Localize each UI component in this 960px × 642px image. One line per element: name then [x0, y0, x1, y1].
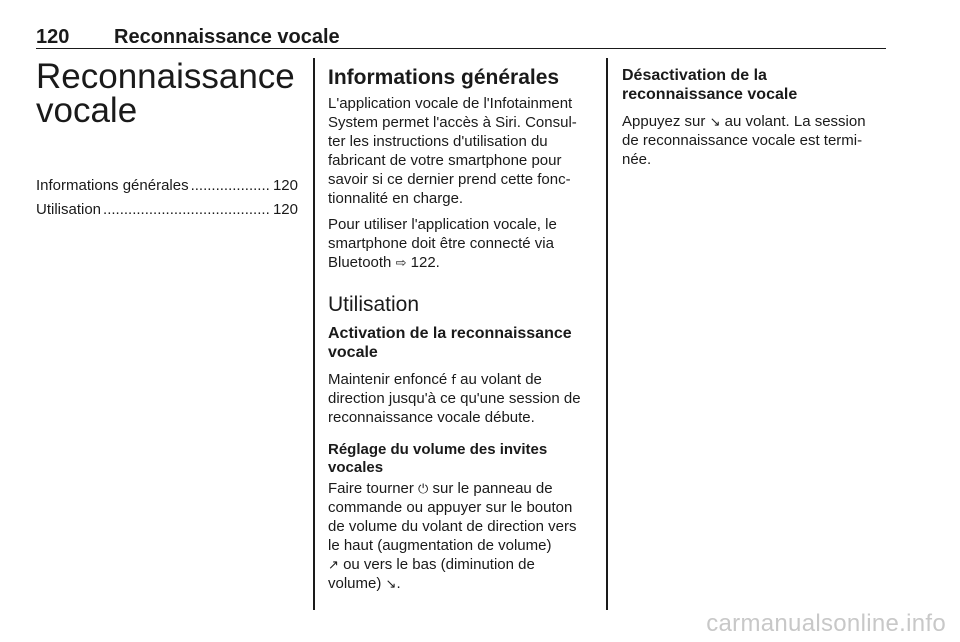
activation-paragraph: Maintenir enfoncé 𝖿 au volant de direction jusqu'à ce qu'une session de reconnaissance vocale débute. [328, 371, 581, 426]
deactivation-heading: Désactivation de la reconnaissance vocale [622, 67, 798, 103]
page-number: 120 [36, 26, 70, 48]
volume-heading: Réglage du volume des invites vocales [328, 441, 548, 476]
content-column-3 [622, 66, 884, 176]
arrow-reference-icon: ⇨ [395, 255, 407, 270]
general-paragraph-1: L'application vocale de l'Infotainment System permet l'accès à Siri. Consul- ter les instructions d'utilisation du fabricant de votre smartphone pour savoir si ce dernier prend cette fonc- tionnalité en charge. [328, 95, 577, 207]
phone-hangup-icon: ↘ [709, 114, 721, 129]
column-divider-1 [313, 58, 315, 610]
toc-entry-usage[interactable]: Utilisation ..... 120 [36, 200, 298, 220]
running-title: Reconnaissance vocale [114, 26, 340, 48]
volume-down-icon: ↘ [385, 576, 397, 591]
page-reference-link[interactable]: 122. [410, 254, 440, 271]
chapter-title: Reconnaissance vocale [36, 57, 295, 130]
voice-button-icon: 𝖿 [451, 372, 456, 387]
watermark: carmanualsonline.info [706, 610, 946, 637]
deactivation-paragraph: Appuyez sur ↘ au volant. La session de reconnaissance vocale est termi- née. [622, 113, 866, 168]
chapter-column [36, 57, 298, 224]
volume-paragraph: Faire tourner ⏻ sur le panneau de commande ou appuyer sur le bouton de volume du volant de direction vers le haut (augmentation de volume) ↗ ou vers le bas (diminution de volume) ↘. [328, 480, 577, 592]
column-divider-2 [606, 58, 608, 610]
content-column-2 [328, 66, 594, 600]
page-header [36, 26, 886, 49]
general-heading: Informations générales [328, 66, 560, 89]
toc-entry-general[interactable]: Informations générales ..... 120 [36, 176, 298, 196]
table-of-contents [36, 176, 298, 220]
usage-heading: Utilisation [328, 293, 420, 316]
activation-heading: Activation de la reconnaissance vocale [328, 325, 572, 361]
power-knob-icon: ⏻ [418, 481, 429, 496]
general-paragraph-2: Pour utiliser l'application vocale, le smartphone doit être connecté via Bluetooth ⇨ 122. [328, 216, 557, 271]
volume-up-icon: ↗ [328, 557, 339, 572]
